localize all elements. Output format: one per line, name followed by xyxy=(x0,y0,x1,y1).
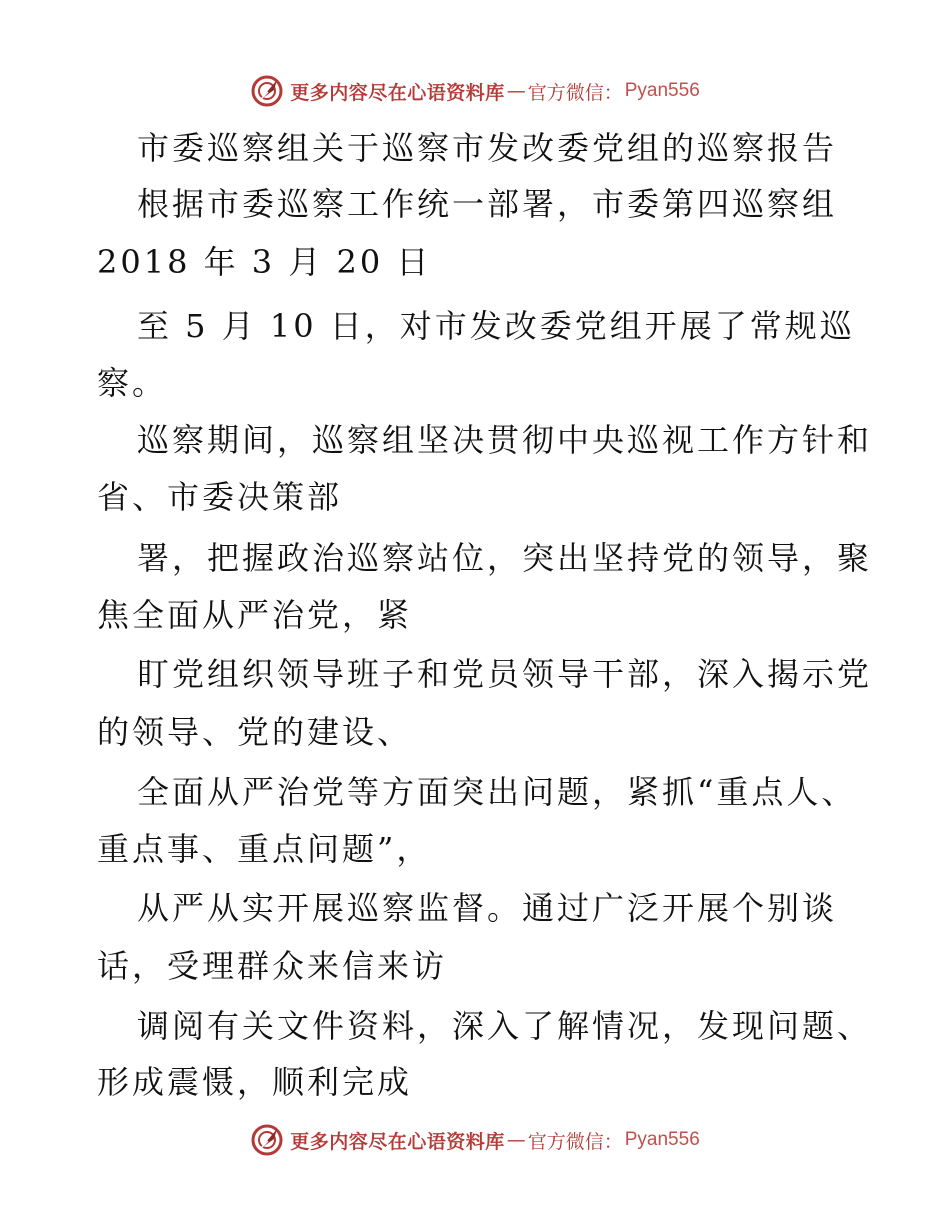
paragraph-line: 焦全面从严治党，紧 xyxy=(97,596,413,634)
document-title: 市委巡察组关于巡察市发改委党组的巡察报告 xyxy=(137,129,838,167)
banner-wechat-label: 官方微信： xyxy=(527,81,623,104)
banner-wechat-label: 官方微信： xyxy=(527,1130,623,1153)
banner-wechat-id: Pyan556 xyxy=(624,80,700,101)
header-banner xyxy=(0,71,950,111)
paragraph-line: 重点事、重点问题”， xyxy=(97,830,432,868)
paragraph-line: 话，受理群众来信来访 xyxy=(97,947,448,985)
paragraph-line: 2018 年 3 月 20 日 xyxy=(97,243,432,281)
paragraph-line: 盯党组织领导班子和党员领导干部，深入揭示党 xyxy=(137,655,873,693)
paragraph-line: 调阅有关文件资料，深入了解情况，发现问题、 xyxy=(137,1007,873,1045)
paragraph-line: 形成震慑，顺利完成 xyxy=(97,1063,413,1101)
paragraph-line: 巡察期间，巡察组坚决贯彻中央巡视工作方针和 xyxy=(137,421,873,459)
paragraph-line: 至 5 月 10 日，对市发改委党组开展了常规巡 xyxy=(137,307,855,345)
banner-separator: — xyxy=(506,80,526,102)
paragraph-line: 省、市委决策部 xyxy=(97,478,343,516)
banner-title: 更多内容尽在心语资料库 xyxy=(290,81,505,104)
quill-logo-icon xyxy=(250,1123,284,1157)
banner-wechat-id: Pyan556 xyxy=(624,1129,700,1150)
quill-logo-icon xyxy=(250,74,284,108)
banner-separator: — xyxy=(506,1129,526,1151)
banner-title: 更多内容尽在心语资料库 xyxy=(290,1130,505,1153)
paragraph-line: 全面从严治党等方面突出问题，紧抓“重点人、 xyxy=(137,773,857,811)
footer-banner xyxy=(0,1120,950,1160)
paragraph-line: 察。 xyxy=(97,364,168,402)
paragraph-line: 署，把握政治巡察站位，突出坚持党的领导，聚 xyxy=(137,539,873,577)
paragraph-line: 根据市委巡察工作统一部署，市委第四巡察组 xyxy=(137,185,838,223)
paragraph-line: 的领导、党的建设、 xyxy=(97,713,413,751)
paragraph-line: 从严从实开展巡察监督。通过广泛开展个别谈 xyxy=(137,889,838,927)
